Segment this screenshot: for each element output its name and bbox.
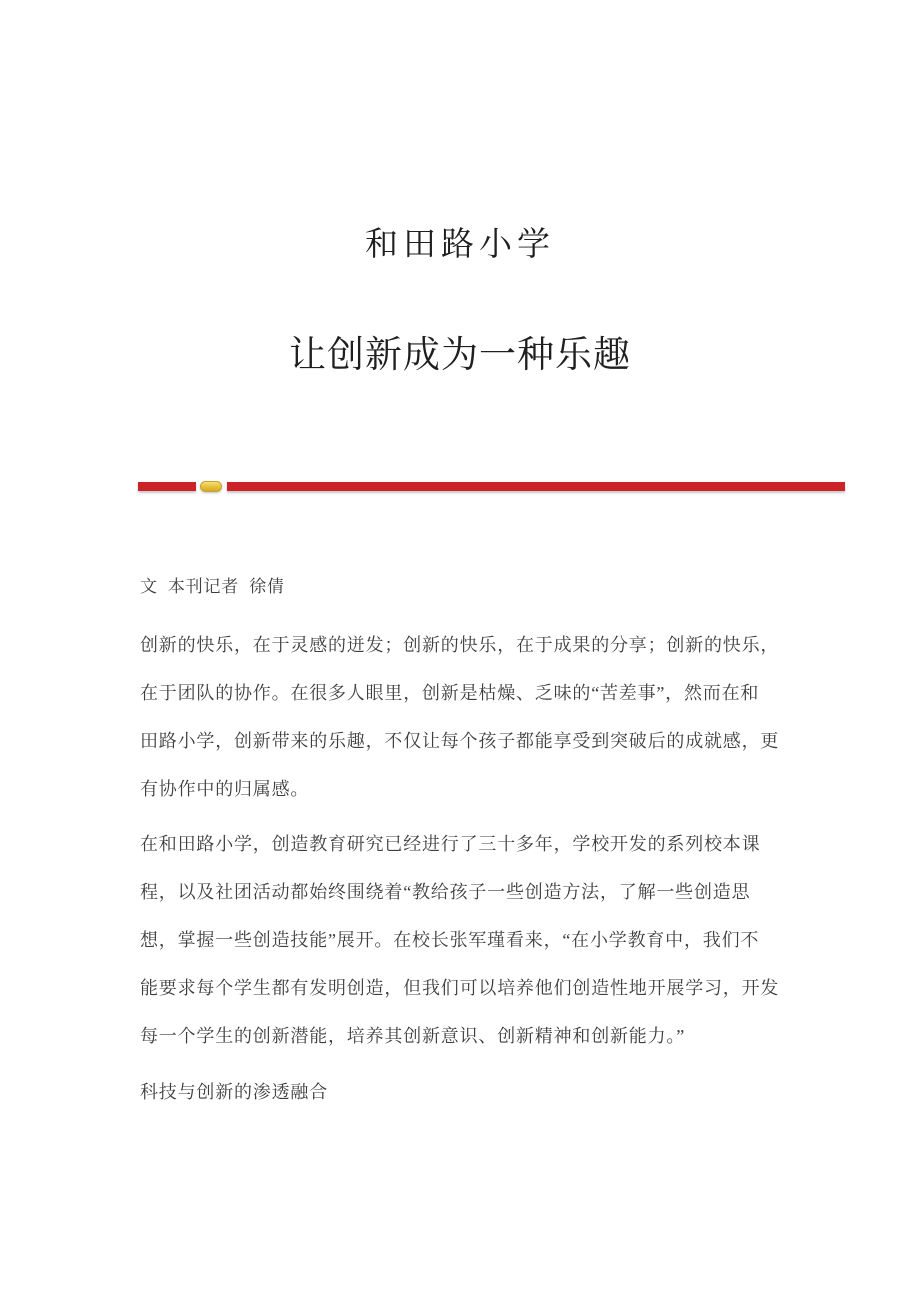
page-title: 和田路小学 <box>365 227 555 263</box>
paragraph-1 <box>140 621 820 813</box>
byline: 文 本刊记者 徐倩 <box>140 577 285 596</box>
text-line: 每一个学生的创新潜能，培养其创新意识、创新精神和创新能力。” <box>140 1026 685 1046</box>
section-divider <box>138 482 845 493</box>
divider-line-right-segment <box>227 482 845 491</box>
text-line: 田路小学，创新带来的乐趣，不仅让每个孩子都能享受到突破后的成就感，更 <box>140 731 780 751</box>
text-line: 能要求每个学生都有发明创造，但我们可以培养他们创造性地开展学习，开发 <box>140 978 780 998</box>
text-line: 程，以及社团活动都始终围绕着“教给孩子一些创造方法，了解一些创造思 <box>140 882 751 902</box>
text-line: 创新的快乐，在于灵感的迸发；创新的快乐，在于成果的分享；创新的快乐， <box>140 635 780 655</box>
text-line: 有协作中的归属感。 <box>140 779 310 799</box>
page-subtitle: 让创新成为一种乐趣 <box>289 335 631 376</box>
paragraph-2 <box>140 820 820 1060</box>
text-line: 在于团队的协作。在很多人眼里，创新是枯燥、乏味的“苦差事”，然而在和 <box>140 683 760 703</box>
text-line: 想，掌握一些创造技能”展开。在校长张军瑾看来，“在小学教育中，我们不 <box>140 930 760 950</box>
divider-line-left-segment <box>138 482 196 491</box>
section-heading: 科技与创新的渗透融合 <box>140 1082 328 1102</box>
text-line: 在和田路小学，创造教育研究已经进行了三十多年，学校开发的系列校本课 <box>140 834 761 854</box>
gold-capsule-icon <box>200 481 222 492</box>
